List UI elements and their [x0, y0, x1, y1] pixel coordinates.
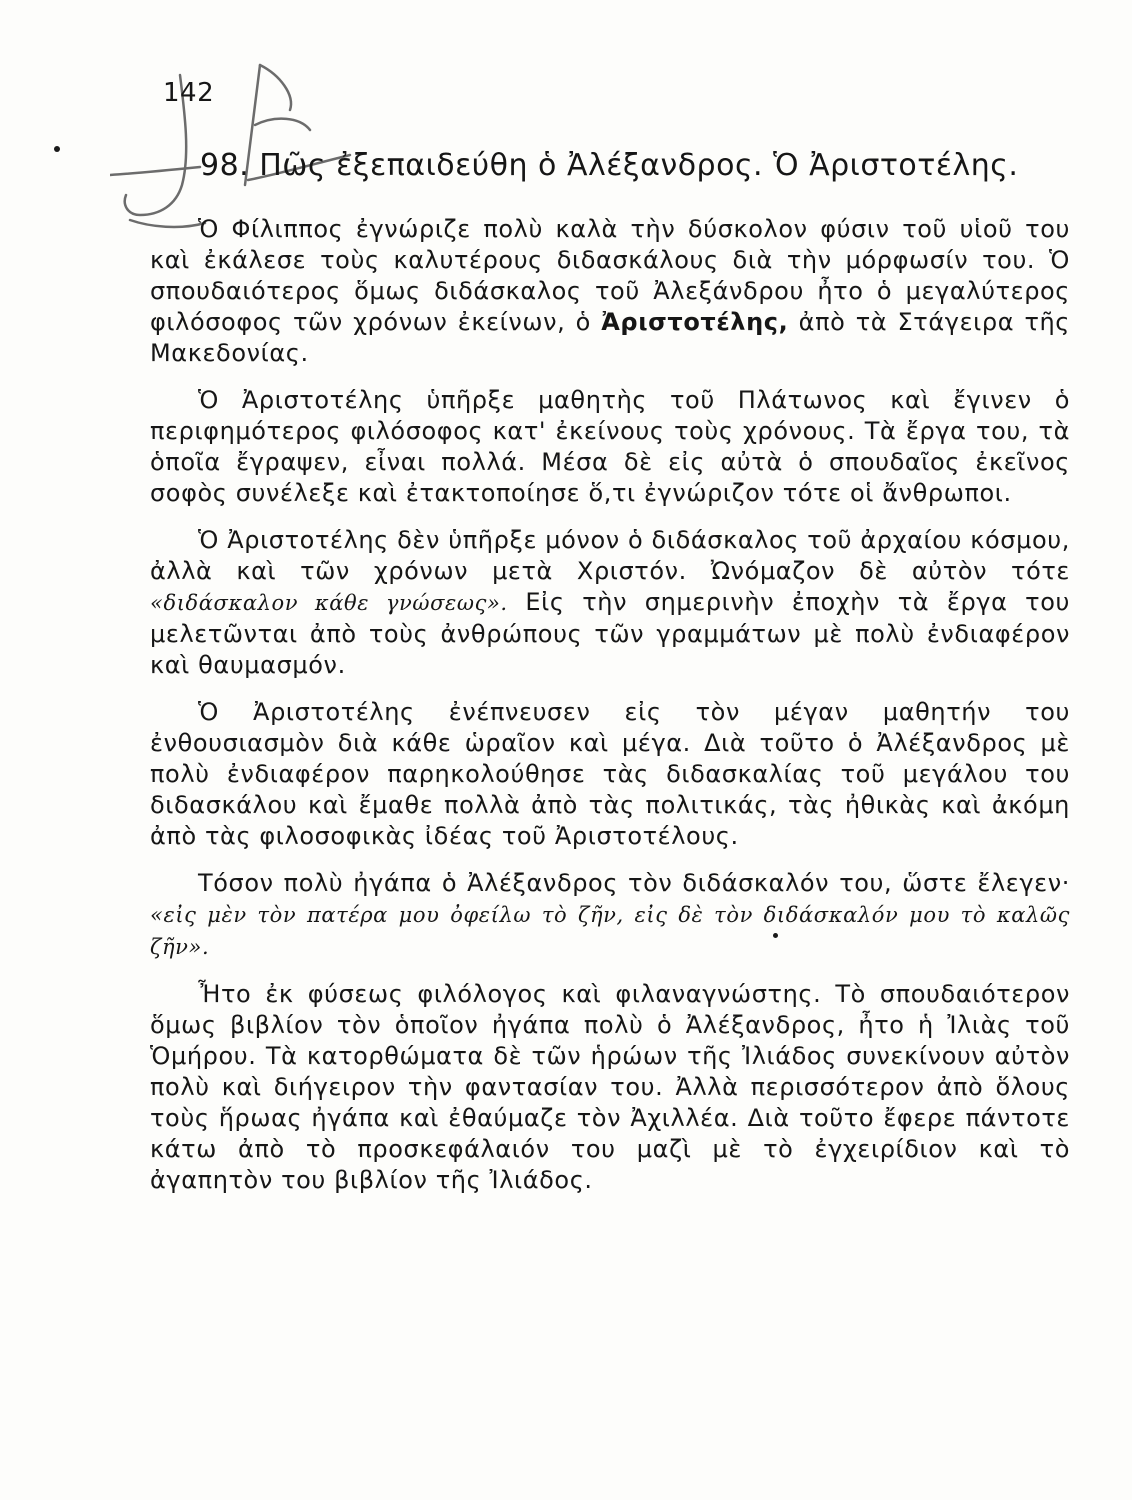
paragraph-3-text: Ὁ Ἀριστοτέλης δὲν ὑπῆρξε μόνον ὁ διδάσκαλος τοῦ ἀρχαίου κόσμου, ἀλλὰ καὶ τῶν χρόνων μετὰ Χριστόν. Ὠνόμαζον δὲ αὐτὸν τότε [150, 526, 1070, 585]
page-number: 142 [163, 78, 215, 108]
paragraph-2-text: Ὁ Ἀριστοτέλης ὑπῆρξε μαθητὴς τοῦ Πλάτωνος καὶ ἔγινεν ὁ περιφημότερος φιλόσοφος κατ' ἐκείνους τοὺς χρόνους. Τὰ ἔργα του, τὰ ὁποῖα ἔγραψεν, εἶναι πολλά. Μέσα δὲ εἰς αὐτὰ ὁ σπουδαῖος ἐκεῖνος σοφὸς συνέλεξε καὶ ἐτακτοποίησε ὅ,τι ἐγνώριζον τότε οἱ ἄνθρωποι. [150, 386, 1070, 507]
paragraph-3-text-end: Εἰς τὴν σημερινὴν ἐποχὴν τὰ ἔργα του μελετῶνται ἀπὸ τοὺς ἀνθρώπους τῶν γραμμάτων μὲ πολὺ ἐνδιαφέρον καὶ θαυμασμόν. [150, 588, 1070, 679]
paragraph-3-italic-quote: «διδάσκαλον κάθε γνώσεως». [150, 591, 508, 615]
paragraph-4-text: Ὁ Ἀριστοτέλης ἐνέπνευσεν εἰς τὸν μέγαν μαθητήν του ἐνθουσιασμὸν διὰ κάθε ὡραῖον καὶ μέγα. Διὰ τοῦτο ὁ Ἀλέξανδρος μὲ πολὺ ἐνδιαφέρον παρηκολούθησε τὰς διδασκαλίας τοῦ μεγάλου του διδασκάλου καὶ ἔμαθε πολλὰ ἀπὸ τὰς πολιτικάς, τὰς ἠθικὰς καὶ ἀκόμη ἀπὸ τὰς φιλοσοφικὰς ἰδέας τοῦ Ἀριστοτέλους. [150, 698, 1070, 850]
paragraph-1 [150, 214, 1070, 369]
chapter-title: 98. Πῶς ἐξεπαιδεύθη ὁ Ἀλέξανδρος. Ὁ Ἀριστοτέλης. [200, 148, 1019, 183]
paragraph-4 [150, 697, 1070, 852]
paragraph-1-text-end: ἀπὸ τὰ Στάγειρα τῆς Μακεδονίας. [150, 308, 1070, 367]
paragraph-1-bold-name: Ἀριστοτέλης, [601, 308, 789, 336]
paragraph-6 [150, 979, 1070, 1196]
margin-dot [54, 146, 60, 152]
paragraph-2 [150, 385, 1070, 509]
paragraph-6-text: Ἦτο ἐκ φύσεως φιλόλογος καὶ φιλαναγνώστης. Τὸ σπουδαιότερον ὅμως βιβλίον τὸν ὁποῖον ἠγάπα πολὺ ὁ Ἀλέξανδρος, ἦτο ἡ Ἰλιὰς τοῦ Ὁμήρου. Τὰ κατορθώματα δὲ τῶν ἡρώων τῆς Ἰλιάδος συνεκίνουν αὐτὸν πολὺ καὶ διήγειρον τὴν φαντασίαν του. Ἀλλὰ περισσότερον ἀπὸ ὅλους τοὺς ἥρωας ἠγάπα καὶ ἐθαύμαζε τὸν Ἀχιλλέα. Διὰ τοῦτο ἔφερε πάντοτε κάτω ἀπὸ τὸ προσκεφάλαιόν του μαζὶ μὲ τὸ ἐγχειρίδιον καὶ τὸ ἀγαπητὸν του βιβλίον τῆς Ἰλιάδος. [150, 980, 1070, 1194]
paragraph-5 [150, 868, 1070, 963]
paragraph-1-text: Ὁ Φίλιππος ἐγνώριζε πολὺ καλὰ τὴν δύσκολον φύσιν τοῦ υἱοῦ του καὶ ἐκάλεσε τοὺς καλυτέρους διδασκάλους διὰ τὴν μόρφωσίν του. Ὁ σπουδαιότερος ὅμως διδάσκαλος τοῦ Ἀλεξάνδρου ἦτο ὁ μεγαλύτερος φιλόσοφος τῶν χρόνων ἐκείνων, ὁ [150, 215, 1070, 336]
paragraph-5-italic-quote: «εἰς μὲν τὸν πατέρα μου ὀφείλω τὸ ζῆν, εἰς δὲ τὸν διδάσκαλόν μου τὸ καλῶς ζῆν». [150, 903, 1070, 959]
paragraph-3 [150, 525, 1070, 681]
paragraph-5-text: Τόσον πολὺ ἠγάπα ὁ Ἀλέξανδρος τὸν διδάσκαλόν του, ὥστε ἔλεγεν· [198, 869, 1070, 897]
body-text [150, 214, 1070, 1212]
